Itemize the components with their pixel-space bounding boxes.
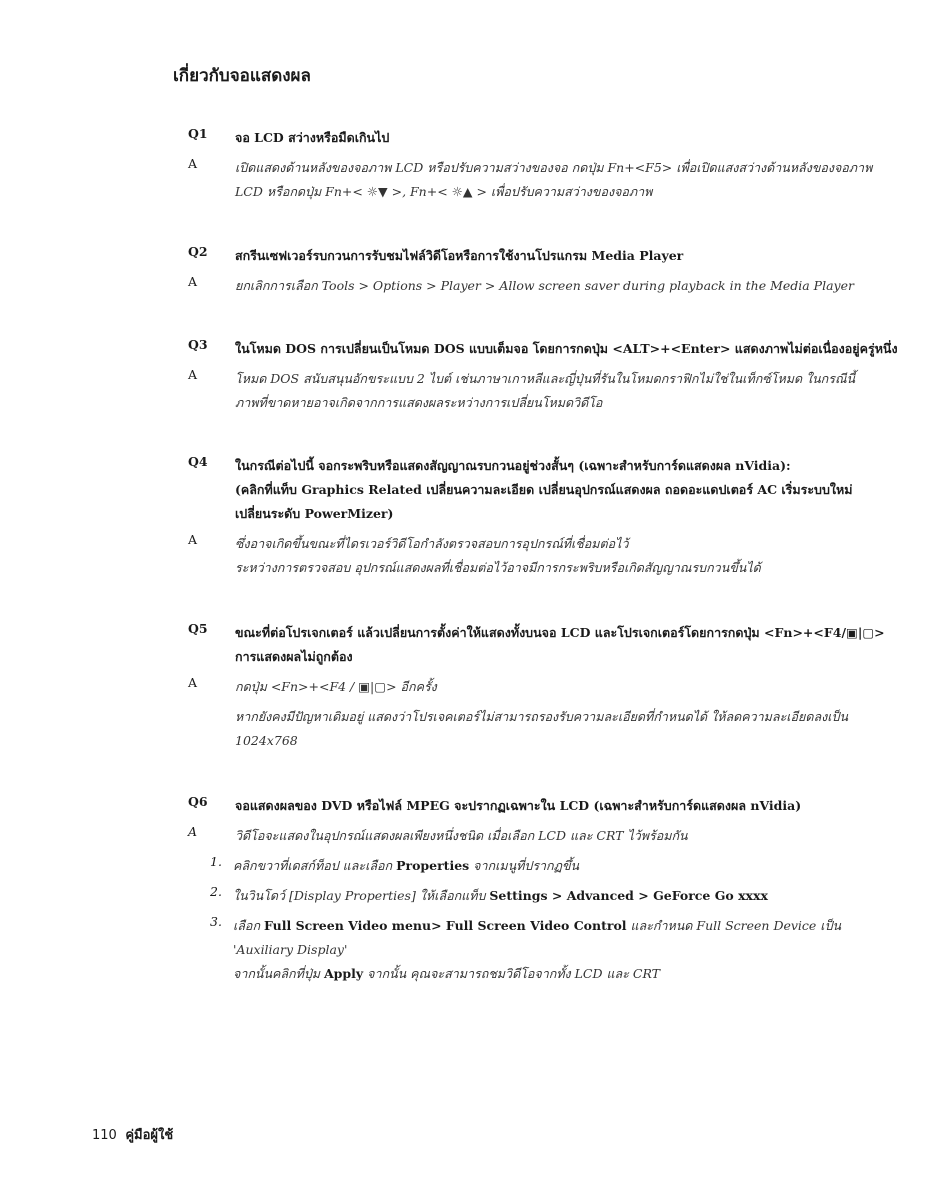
step-text: จากนั้นคลิกที่ปุ่ม Apply จากนั้น คุณจะสามารถชมวิดีโอจากทั้ง LCD และ CRT xyxy=(233,966,660,981)
answer-row xyxy=(0,156,950,204)
question-label: Q3 xyxy=(188,337,208,352)
answer-label: A xyxy=(188,675,198,690)
qa-block-q1 xyxy=(0,126,950,204)
answer-text: ภาพที่ขาดหายอาจเกิดจากการแสดงผลระหว่างการเปลี่ยนโหมดวิดีโอ xyxy=(235,395,603,410)
answer-label: A xyxy=(188,532,198,547)
menu-path: Settings > Advanced > GeForce Go xxxx xyxy=(489,888,768,903)
answer-text: ซึ่งอาจเกิดขึ้นขณะที่ไดรเวอร์วิดีโอกำลังตรวจสอบการอุปกรณ์ที่เชื่อมต่อไว้ xyxy=(235,536,629,551)
question-row xyxy=(0,126,950,150)
page-number: 110 xyxy=(92,1128,117,1143)
question-row xyxy=(0,621,950,669)
question-text: สกรีนเซฟเวอร์รบกวนการรับชมไฟล์วิดีโอหรือการใช้งานโปรแกรม Media Player xyxy=(235,248,684,263)
list-item xyxy=(0,854,950,878)
answer-text: วิดีโอจะแสดงในอุปกรณ์แสดงผลเพียงหนึ่งชนิด เมื่อเลือก LCD และ CRT ไว้พร้อมกัน xyxy=(235,828,688,843)
answer-text: ยกเลิกการเลือก Tools > Options > Player > Allow screen saver during playback in the Media Player xyxy=(235,278,854,293)
question-text: ในโหมด DOS การเปลี่ยนเป็นโหมด DOS แบบเต็มจอ โดยการกดปุ่ม <ALT>+<Enter> แสดงภาพไม่ต่อเนื่องอยู่ครู่หนึ่ง xyxy=(235,341,898,356)
question-label: Q4 xyxy=(188,454,208,469)
question-text: ขณะที่ต่อโปรเจกเตอร์ แล้วเปลี่ยนการตั้งค่าให้แสดงทั้งบนจอ LCD และโปรเจกเตอร์โดยการกดปุ่ม <Fn>+<F4/▣|▢> xyxy=(235,625,885,640)
answer-text: ระหว่างการตรวจสอบ อุปกรณ์แสดงผลที่เชื่อมต่อไว้อาจมีการกระพริบหรือเกิดสัญญาณรบกวนขึ้นได้ xyxy=(235,560,761,575)
question-label: Q1 xyxy=(188,126,208,141)
menu-path: Full Screen Video menu> Full Screen Video Control xyxy=(263,918,627,933)
answer-row xyxy=(0,274,950,298)
step-text: เลือก Full Screen Video menu> Full Screen Video Control และกำหนด Full Screen Device เป็น 'Auxiliary Display' xyxy=(233,918,842,957)
page-title: เกี่ยวกับจอแสดงผล xyxy=(173,66,311,86)
question-label: Q6 xyxy=(188,794,208,809)
answer-label: A xyxy=(188,824,198,839)
question-label: Q2 xyxy=(188,244,208,259)
qa-block-q2 xyxy=(0,244,950,298)
question-row xyxy=(0,794,950,818)
step-text: ในวินโดว์ [Display Properties] ให้เลือกแท็บ Settings > Advanced > GeForce Go xxxx xyxy=(233,888,768,903)
answer-label: A xyxy=(188,274,198,289)
answer-label: A xyxy=(188,156,198,171)
qa-block-q5 xyxy=(0,621,950,753)
footer-label: คู่มือผู้ใช้ xyxy=(125,1128,174,1143)
answer-row xyxy=(0,675,950,753)
answer-text: 1024x768 xyxy=(235,733,298,748)
question-row xyxy=(0,244,950,268)
step-text: คลิกขวาที่เดสก์ท็อป และเลือก Properties จากเมนูที่ปรากฏขึ้น xyxy=(233,858,580,873)
question-text: ในกรณีต่อไปนี้ จอกระพริบหรือแสดงสัญญาณรบกวนอยู่ช่วงสั้นๆ (เฉพาะสำหรับการ์ดแสดงผล nVidia): xyxy=(235,458,791,473)
list-item xyxy=(0,914,950,986)
answer-text: เปิดแสดงด้านหลังของจอภาพ LCD หรือปรับความสว่างของจอ กดปุ่ม Fn+<F5> เพื่อเปิดแสงสว่างด้านหลังของจอภาพ xyxy=(235,160,873,175)
answer-row xyxy=(0,824,950,848)
question-text: (คลิกที่แท็บ Graphics Related เปลี่ยนความละเอียด เปลี่ยนอุปกรณ์แสดงผล ถอดอะแดปเตอร์ AC เริ่มระบบใหม่ xyxy=(235,482,853,497)
answer-text: โหมด DOS สนับสนุนอักขระแบบ 2 ไบต์ เช่นภาษาเกาหลีและญี่ปุ่นที่รันในโหมดกราฟิกไม่ใช่ในเท็กซ์โหมด ในกรณีนี้ xyxy=(235,371,856,386)
answer-row xyxy=(0,367,950,415)
step-number: 2. xyxy=(210,884,222,899)
answer-text: LCD หรือกดปุ่ม Fn+< ☼▼ >, Fn+< ☼▲ > เพื่อปรับความสว่างของจอภาพ xyxy=(235,184,653,199)
question-row xyxy=(0,454,950,526)
answer-label: A xyxy=(188,367,198,382)
answer-text: หากยังคงมีปัญหาเดิมอยู่ แสดงว่าโปรเจคเตอร์ไม่สามารถรองรับความละเอียดที่กำหนดได้ ให้ลดความละเอียดลงเป็น xyxy=(235,709,849,724)
page-footer xyxy=(92,1124,173,1145)
qa-block-q6 xyxy=(0,794,950,986)
list-item xyxy=(0,884,950,908)
step-number: 3. xyxy=(210,914,222,929)
qa-block-q4 xyxy=(0,454,950,580)
question-label: Q5 xyxy=(188,621,208,636)
question-text: จอแสดงผลของ DVD หรือไฟล์ MPEG จะปรากฏเฉพาะใน LCD (เฉพาะสำหรับการ์ดแสดงผล nVidia) xyxy=(235,798,802,813)
question-text: เปลี่ยนระดับ PowerMizer) xyxy=(235,506,394,521)
answer-text: กดปุ่ม <Fn>+<F4 / ▣|▢> อีกครั้ง xyxy=(235,679,437,694)
answer-row xyxy=(0,532,950,580)
question-row xyxy=(0,337,950,361)
button-name: Apply xyxy=(323,966,364,981)
question-text: จอ LCD สว่างหรือมืดเกินไป xyxy=(235,130,390,145)
menu-path: Properties xyxy=(396,858,470,873)
question-text: การแสดงผลไม่ถูกต้อง xyxy=(235,649,353,664)
step-number: 1. xyxy=(210,854,222,869)
qa-block-q3 xyxy=(0,337,950,415)
